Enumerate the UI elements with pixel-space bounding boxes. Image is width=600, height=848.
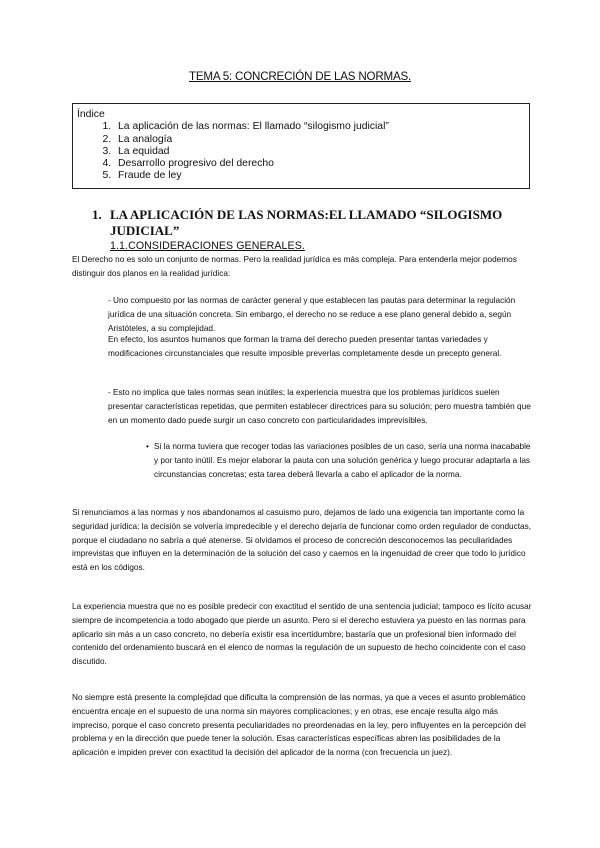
bullet-mark: • — [146, 442, 149, 451]
bullet-text: Si la norma tuviera que recoger todas las variaciones posibles de un caso, sería una norma inacabable y por tanto inútil. Es mejor elaborar la pauta con una solución genérica y luego procurar adaptarla a las circunstancias concretas; esta tarea deberá llevarla a cabo el aplicador de la norma. — [154, 442, 531, 479]
index-item: 5. Fraude de ley — [114, 170, 525, 182]
index-box — [72, 103, 530, 189]
body-paragraph-2: La experiencia muestra que no es posible predecir con exactitud el sentido de una sentencia judicial; tampoco es lícito acusar siempre de incompetencia a todo abogado que pierde un asunto. Pero si el derecho estuviera ya puesto en las normas para aplicarlo sin más a un caso concreto, no debería existir esa incertidumbre; bastaría que un profesional bien informado del contenido del ordenamiento buscará en el elenco de normas la regulación de un supuesto de hecho coincidente con el caso discutido. — [72, 602, 532, 667]
section-number: 1. — [92, 207, 102, 222]
quote-paragraph-2: - Esto no implica que tales normas sean inútiles; la experiencia muestra que los problemas jurídicos suelen presentar características repetidas, que permiten establecer directrices para su solución; pero muestra también que en un momento dado puede surgir un caso concreto con particularidades imprevisibles. — [108, 388, 531, 425]
section-heading-text: LA APLICACIÓN DE LAS NORMAS:EL LLAMADO “SILOGISMO JUDICIAL” — [110, 207, 503, 238]
index-item: 2. La analogía — [114, 134, 525, 146]
section-heading — [92, 207, 532, 239]
intro-paragraph: El Derecho no es solo un conjunto de normas. Pero la realidad jurídica es más compleja. Para entenderla mejor podemos distinguir dos planos en la realidad jurídica: — [72, 255, 517, 278]
index-list — [77, 121, 525, 182]
page-title: TEMA 5: CONCRECIÓN DE LAS NORMAS. — [188, 70, 412, 83]
index-item: 1. La aplicación de las normas: El llamado “silogismo judicial” — [114, 121, 525, 133]
quote-paragraph-1: - Uno compuesto por las normas de carácter general y que establecen las pautas para determinar la regulación jurídica de una situación concreta. Sin embargo, el derecho no se reduce a ese plano general debido a, según Aristóteles, a su complejidad. — [108, 296, 516, 333]
quote-paragraph-1b: En efecto, los asuntos humanos que forman la trama del derecho pueden presentar tantas variedades y modificaciones circunstanciales que resulte imposible preverlas completamente desde un precepto general. — [108, 335, 502, 358]
subsection-heading: 1.1.CONSIDERACIONES GENERALES. — [110, 240, 305, 252]
body-paragraph-3: No siempre está presente la complejidad que dificulta la comprensión de las normas, ya que a veces el asunto problemático encuentra encaje en el supuesto de una norma sin mayores complicaciones; y en otras, ese encaje resulta algo más impreciso, porque el caso concreto presenta peculiaridades no preordenadas en la ley, pero influyentes en la percepción del problema y en la dirección que puede tener la solución. Esas características específicas abren las posibilidades de la aplicación e impiden prever con exactitud la decisión del aplicador de la norma (con frecuencia un juez). — [72, 693, 526, 758]
index-item: 4. Desarrollo progresivo del derecho — [114, 158, 525, 170]
index-item: 3. La equidad — [114, 146, 525, 158]
bullet-item — [146, 440, 536, 481]
index-heading: Índice — [77, 109, 105, 120]
body-paragraph-1: Si renunciamos a las normas y nos abandonamos al casuismo puro, dejamos de lado una exigencia tan importante como la seguridad jurídica; la decisión se volvería impredecible y el derecho dejaría de funcionar como orden regulador de conductas, porque el ciudadano no sabría a qué atenerse. Si olvidamos el proceso de concreción desconocemos las peculiaridades imprevistas que influyen en la determinación de la solución del caso y caemos en la ingenuidad de creer que todo lo jurídico está en los códigos. — [72, 508, 532, 573]
